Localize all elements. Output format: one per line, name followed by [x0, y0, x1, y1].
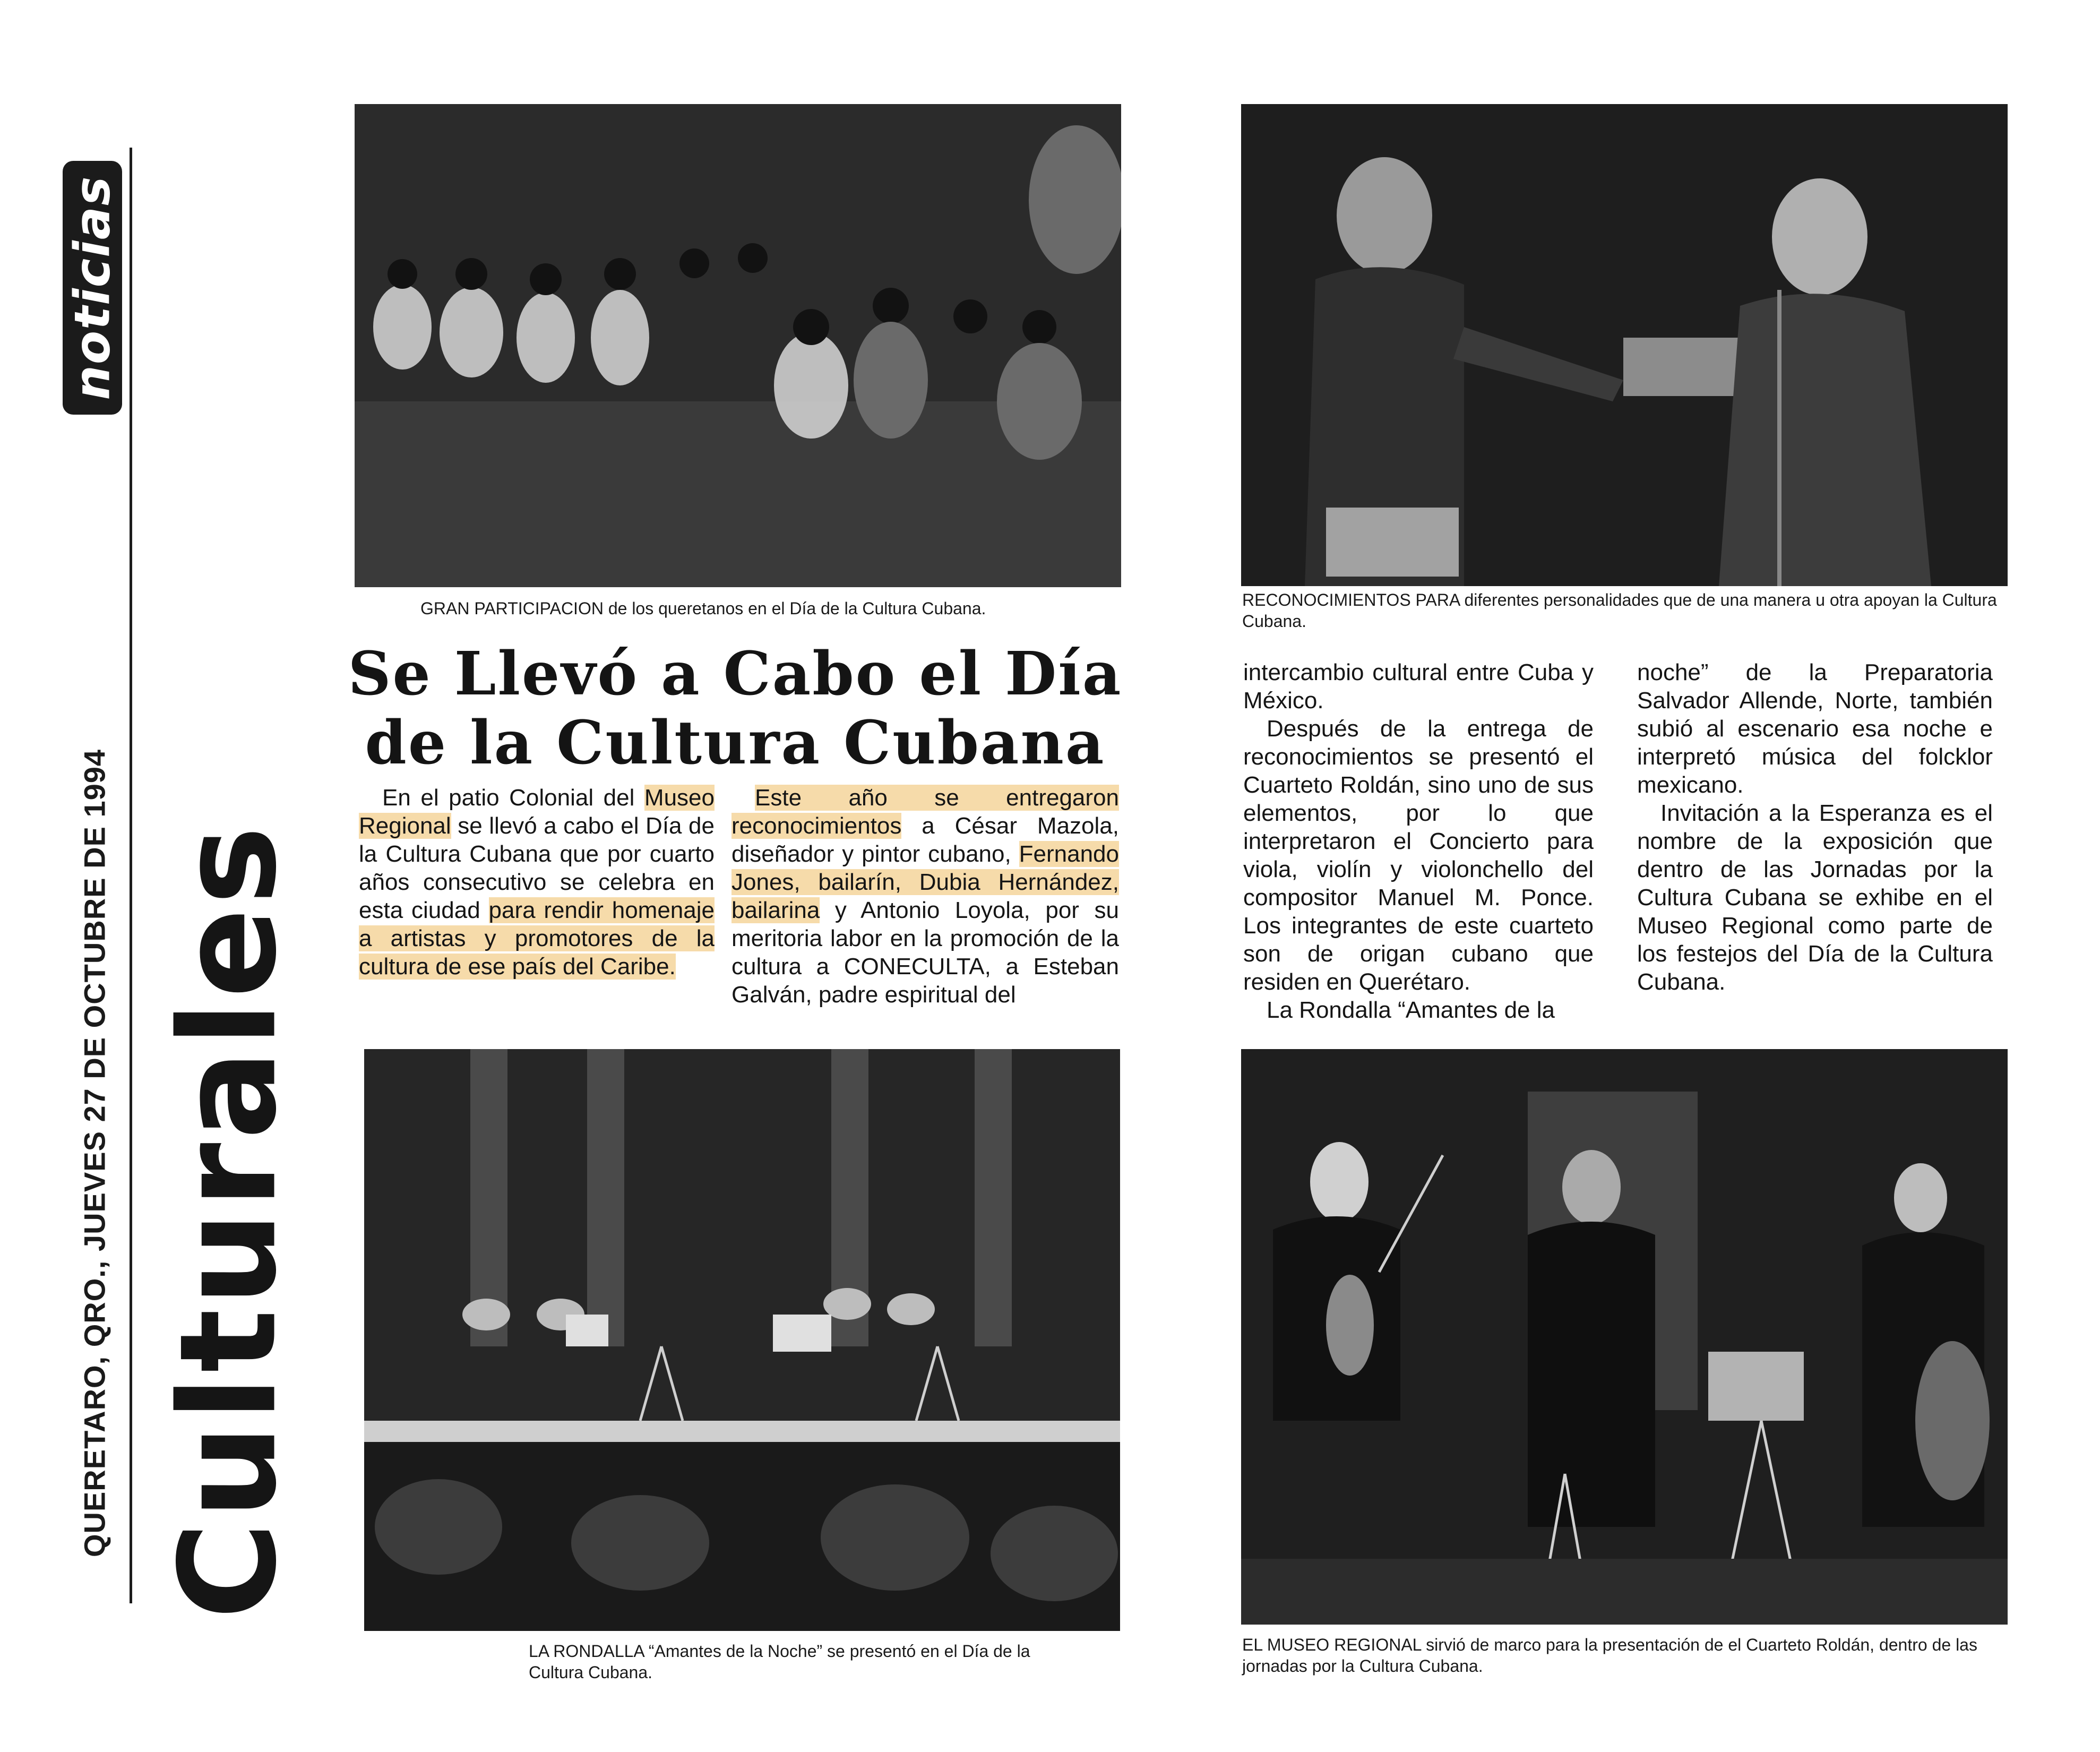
caption-text: de los queretanos en el Día de la Cultura Cubana.: [603, 599, 986, 618]
article-column-3: [1243, 658, 1594, 1024]
paragraph: intercambio cultural entre Cuba y México.: [1243, 659, 1594, 714]
logo-text: noticias: [64, 175, 121, 400]
caption-lead: LA RONDALLA: [529, 1642, 644, 1661]
rondalla-photo: [364, 1049, 1120, 1631]
paragraph: noche” de la Preparatoria Salvador Allende, Norte, también subió al escenario esa noche e interpretó música del folcklor mexicano.: [1637, 659, 1993, 798]
rondalla-caption: [529, 1641, 1038, 1683]
article-column-2: [731, 784, 1119, 1009]
paragraph: Después de la entrega de reconocimientos se presentó el Cuarteto Roldán, sino uno de sus elementos, por lo que interpretaron el Concierto para viola, violín y violonchello del compositor Manuel M. Ponce. Los integrantes de este cuarteto son de origan cubano que residen en Querétaro.: [1243, 716, 1594, 995]
paragraph: [359, 784, 715, 981]
article-column-4: [1637, 658, 1993, 996]
caption-text: diferentes personalidades que de una manera u otra apoyan la Cultura Cubana.: [1242, 590, 1997, 631]
audience-photo: [355, 104, 1121, 587]
paragraph: Invitación a la Esperanza es el nombre de la exposición que dentro de las Jornadas por la Cultura Cubana se exhibe en el Museo Regional como parte de los festejos del Día de la Cultura Cubana.: [1637, 800, 1993, 995]
article-column-1: [359, 784, 715, 981]
caption-lead: RECONOCIMIENTOS PARA: [1242, 590, 1460, 609]
headline: Se Llevó a Cabo el Día de la Cultura Cubana: [348, 639, 1123, 778]
caption-lead: EL MUSEO REGIONAL: [1242, 1635, 1422, 1654]
caption-text: sirvió de marco para la presentación de el Cuarteto Roldán, dentro de las jornadas por la Cultura Cubana.: [1242, 1635, 1977, 1676]
quartet-caption: [1242, 1634, 2007, 1677]
caption-lead: GRAN PARTICIPACION: [420, 599, 604, 618]
section-title: Culturales: [151, 822, 306, 1620]
text-run: En el patio Colonial del: [382, 785, 644, 811]
highlighted-text: Fernando Jones, bailarín, Dubia Hernández, bailarina: [731, 841, 1119, 923]
text-run: a César Mazola, diseñador y pintor cubano,: [731, 813, 1119, 867]
audience-caption: [420, 598, 1111, 619]
column-rule: [130, 148, 132, 1603]
highlighted-text: para rendir homenaje a artistas y promotores de la cultura de ese país del Caribe.: [359, 897, 715, 980]
paragraph: [731, 784, 1119, 1009]
newspaper-logo: [63, 161, 122, 415]
caption-text: “Amantes de la Noche” se presentó en el Día de la Cultura Cubana.: [529, 1642, 1030, 1682]
awards-caption: [1242, 589, 2007, 632]
highlighted-text: Museo Regional: [359, 785, 715, 839]
text-run: y Antonio Loyola, por su meritoria labor en la promoción de la cultura a CONECULTA, a Esteban Galván, padre espiritual del: [731, 897, 1119, 1008]
highlighted-text: Este año se entregaron reconocimientos: [731, 785, 1119, 839]
text-run: se llevó a cabo el Día de la Cultura Cubana que por cuarto años consecutivo se celebra en esta ciudad: [359, 813, 715, 923]
quartet-photo: [1241, 1049, 2008, 1625]
awards-photo: [1241, 104, 2008, 586]
dateline: QUERETARO, QRO., JUEVES 27 DE OCTUBRE DE 1994: [78, 749, 111, 1558]
paragraph: La Rondalla “Amantes de la: [1267, 997, 1555, 1023]
